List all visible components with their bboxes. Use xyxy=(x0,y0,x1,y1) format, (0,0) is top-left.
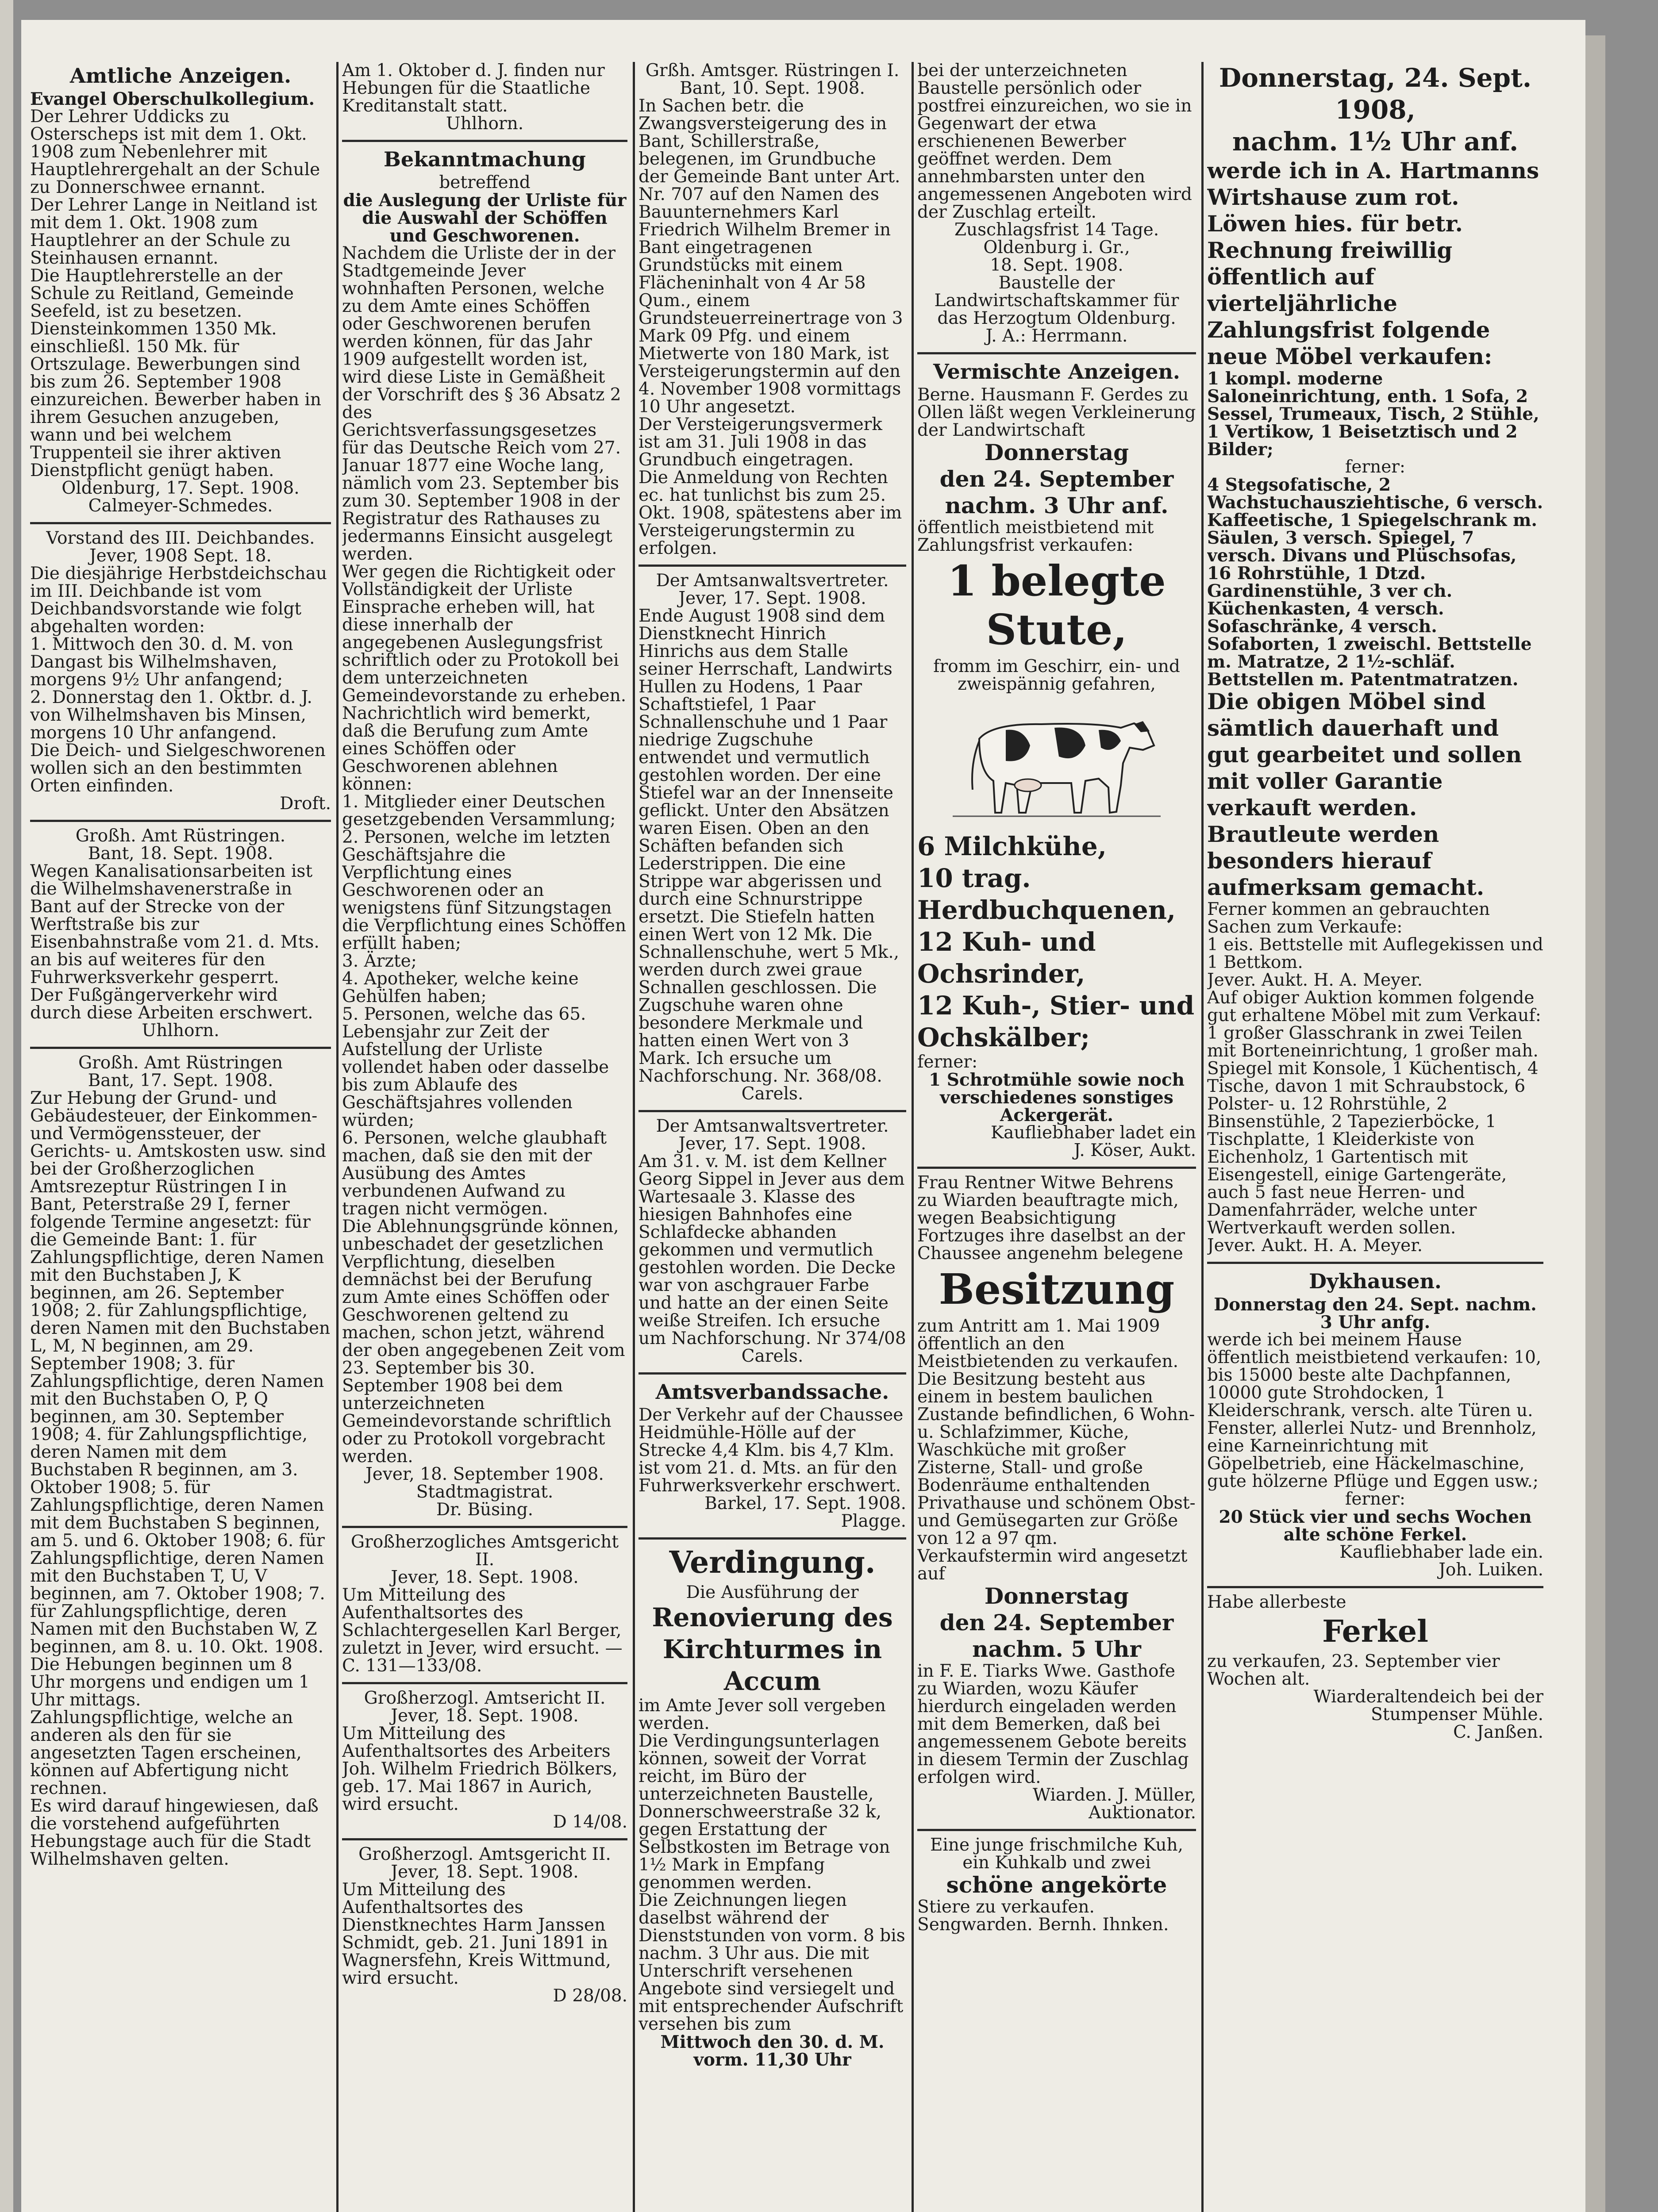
announcement xyxy=(1207,1269,1543,1582)
announcement-text: Habe allerbeste xyxy=(1207,1592,1346,1612)
column-4 xyxy=(917,62,1196,2212)
announcement-text: 1 kompl. moderne Saloneinrichtung, enth. 1 Sofa, 2 Sessel, Trumeaux, Tisch, 2 Stühle, 1 Vertikow, 1 Beisetztisch und 2 Bilder; xyxy=(1207,369,1539,460)
newspaper-page xyxy=(21,20,1585,2212)
column-rule-4 xyxy=(1201,62,1204,2212)
announcement-text: Es wird darauf hingewiesen, daß die vorstehend aufgeführten Hebungstage auch für die Stadt Wilhelmshaven gelten. xyxy=(30,1796,319,1869)
announcement-text: D 14/08. xyxy=(553,1812,627,1832)
announcement-text: 1 großer Glasschrank in zwei Teilen mit Borteneinrichtung, 1 großer mah. Spiegel mit Konsole, 1 Küchentisch, 4 Tische, davon 1 mit Schraubstock, 6 Polster- u. 12 Rohrstühle, 2 Binsenstühle, 2 Tapezierböcke, 1 Tischplatte, 1 Kleiderkiste von Eichenholz, 1 Gartentisch mit Eisengestell, einige Gartengeräte, auch 5 fast neue Herren- und Damenfahrräder, welche unter Wertverkauft werden sollen. xyxy=(1207,1023,1539,1238)
section-rule xyxy=(639,1372,906,1375)
announcement-text: Um Mitteilung des Aufenthaltsortes des Arbeiters Joh. Wilhelm Friedrich Bölkers, geb. 17. Mai 1867 in Aurich, wird ersucht. xyxy=(342,1724,618,1814)
announcement-text: Nachdem die Urliste der in der Stadtgemeinde Jever wohnhaften Personen, welche zu dem Amte eines Schöffen oder Geschworenen berufen werden können, für das Jahr 1909 aufgestellt worden ist, wird diese Liste in Gemäßheit der Vorschrift des § 36 Absatz 2 des Gerichtsverfassungsgesetzes für das Deutsche Reich vom 27. Januar 1877 eine Woche lang, nämlich vom 23. September bis zum 30. September 1908 in der Registratur des Rathauses zu jedermanns Einsicht ausgelegt werden. xyxy=(342,243,621,564)
announcement-text: ferner: xyxy=(1345,1489,1406,1509)
announcement-text: Kaufliebhaber ladet ein J. Köser, Aukt. xyxy=(990,1123,1196,1160)
announcement-text: Die Anmeldung von Rechten ec. hat tunlichst bis zum 25. Okt. 1908, spätestens aber im Versteigerungstermin zu erfolgen. xyxy=(639,468,902,558)
announcement xyxy=(342,1533,627,1678)
announcement-text: betreffend xyxy=(439,173,531,192)
announcement-text: Zahlungspflichtige, welche an anderen als den für sie angesetzten Tagen erscheinen, können auf Abfertigung nicht rechnen. xyxy=(30,1708,302,1798)
announcement-text: Vorstand des III. Deichbandes. Jever, 1908 Sept. 18. xyxy=(46,528,315,566)
announcement-text: 4. Apotheker, welche keine Gehülfen haben; xyxy=(342,969,579,1006)
announcement-text: 1. Mitglieder einer Deutschen gesetzgebenden Versammlung; xyxy=(342,792,616,830)
announcement xyxy=(1207,62,1543,1257)
announcement-text: Die diesjährige Herbstdeichschau im III. Deichbande ist vom Deichbandsvorstande wie folgt abgehalten worden: xyxy=(30,564,327,637)
section-rule xyxy=(639,565,906,567)
announcement-text: Die Deich- und Sielgeschworenen wollen sich an den bestimmten Orten einfinden. xyxy=(30,741,326,796)
announcement-text: Großherzogl. Amtsericht II. Jever, 18. Sept. 1908. xyxy=(364,1688,606,1726)
announcement-text: 4 Stegsofatische, 2 Wachstuchausziehtische, 6 versch. Kaffeetische, 1 Spiegelschrank m. Säulen, 3 versch. Spiegel, 7 versch. Divans und Plüschsofas, 16 Rohrstühle, 1 Dtzd. Gardinenstühle, 3 ver ch. Küchenkasten, 4 versch. Sofaschränke, 4 versch. Sofaborten, 1 zweischl. Bettstelle m. Matratze, 2 1½-schläf. Bettstellen m. Patentmatratzen. xyxy=(1207,475,1543,690)
section-rule xyxy=(342,140,627,142)
announcement xyxy=(342,147,627,1521)
column-rule-1 xyxy=(336,62,339,2212)
announcement-text: Grßh. Amtsger. Rüstringen I. Bant, 10. Sept. 1908. xyxy=(645,62,900,98)
announcement-text: Wiarden. J. Müller, Auktionator. xyxy=(1033,1785,1196,1823)
announcement-text: Nachrichtlich wird bemerkt, daß die Berufung zum Amte eines Schöffen oder Geschworenen ablehnen können: xyxy=(342,703,591,794)
section-rule xyxy=(342,1526,627,1528)
announcement-text: Ende August 1908 sind dem Dienstknecht Hinrich Hinrichs aus dem Stalle seiner Herrschaft, Landwirts Hullen zu Hodens, 1 Paar Schaftstiefel, 1 Paar Schnallenschuhe und 1 Paar niedrige Zugschuhe entwendet und vermutlich gestohlen worden. Der eine Stiefel war an der Innenseite geflickt. Unter den Absätzen waren Eisen. Oben an den Schäften befanden sich Lederstrippen. Die eine Strippe war abgerissen und durch eine Schnurstrippe ersetzt. Die Stiefeln hatten einen Wert von 12 Mk. Die Schnallenschuhe, wert 5 Mk., werden durch zwei graue Schnallen geschlossen. Die Zugschuhe waren ohne besondere Merkmale und hatten einen Wert von 3 Mark. Ich ersuche um Nachforschung. Nr. 368/08. xyxy=(639,606,900,1086)
announcement-text: Großh. Amt Rüstringen Bant, 17. Sept. 1908. xyxy=(78,1053,283,1091)
announcement-text: Der Amtsanwaltsvertreter. Jever, 17. Sept. 1908. xyxy=(656,571,889,608)
announcement-text: werde ich in A. Hartmanns Wirtshause zum rot. Löwen hies. für betr. Rechnung freiwillig öffentlich auf vierteljährliche Zahlungsfrist folgende neue Möbel verkaufen: xyxy=(1207,157,1539,369)
announcement-text: Der Versteigerungsvermerk ist am 31. Juli 1908 in das Grundbuch eingetragen. xyxy=(639,415,882,470)
announcement-text: Frau Rentner Witwe Behrens zu Wiarden beauftragte mich, wegen Beabsichtigung Fortzuges ihre daselbst an der Chaussee angenehm belegene xyxy=(917,1173,1185,1263)
announcement-text: Um Mitteilung des Aufenthaltsortes des Schlachtergesellen Karl Berger, zuletzt in Jever, wird ersucht. — C. 131—133/08. xyxy=(342,1585,623,1676)
section-rule xyxy=(342,1838,627,1840)
announcement-text: Die Besitzung besteht aus einem in bestem baulichen Zustande befindlichen, 6 Wohn- u. Schlafzimmer, Küche, Waschküche mit großer Zisterne, Stall- und große Bodenräume enthaltenden Privathause und schönem Obst- und Gemüsegarten zur Größe von 12 a 97 qm. xyxy=(917,1369,1196,1548)
announcement xyxy=(342,1690,627,1834)
announcement-text: fromm im Geschirr, ein- und zweispännig gefahren, xyxy=(933,657,1180,694)
announcement-text: Baustelle der Landwirtschaftskammer für das Herzogtum Oldenburg. xyxy=(934,273,1179,328)
announcement xyxy=(917,62,1196,348)
section-rule xyxy=(917,352,1196,354)
page-fold-edge xyxy=(1585,35,1605,2212)
column-1 xyxy=(30,62,331,2212)
announcement-text: 1 eis. Bettstelle mit Auflegekissen und 1 Bettkom. xyxy=(1207,935,1543,972)
announcement-heading: Bekanntmachung xyxy=(384,147,586,171)
announcement xyxy=(639,572,906,1106)
announcement-text: Verkaufstermin wird angesetzt auf xyxy=(917,1546,1188,1584)
announcement-text: 6 Milchkühe, 10 trag. Herdbuchquenen, 12 Kuh- und Ochsrinder, 12 Kuh-, Stier- und Ochskälber; xyxy=(917,831,1195,1052)
announcement-text: Großherzogliches Amtsgericht II. Jever, 18. Sept. 1908. xyxy=(350,1532,619,1587)
announcement xyxy=(30,530,331,815)
section-rule xyxy=(917,1829,1196,1831)
section-rule xyxy=(639,1537,906,1540)
announcement xyxy=(639,1380,906,1533)
announcement-text: 1 belegte Stute, xyxy=(947,557,1166,654)
announcement xyxy=(639,1118,906,1368)
announcement-text: Besitzung xyxy=(939,1265,1175,1314)
announcement-text: Ferkel xyxy=(1322,1614,1428,1649)
announcement xyxy=(917,1174,1196,1824)
announcement-text: Die Hauptlehrerstelle an der Schule zu Reitland, Gemeinde Seefeld, ist zu besetzen. Diensteinkommen 1350 Mk. einschließl. 150 Mk. für Ortszulage. Bewerbungen sind bis zum 26. September 1908 einzureichen. Bewerber haben in ihrem Gesuchen anzugeben, wann und bei welchem Truppenteil sie ihrer aktiven Dienstpflicht genügt haben. xyxy=(30,266,321,480)
announcement-text: Der Lehrer Uddicks zu Osterscheps ist mit dem 1. Okt. 1908 zum Nebenlehrer mit Hauptlehrergehalt an der Schule zu Donnerschwee ernannt. xyxy=(30,107,320,197)
announcement-heading: Verdingung. xyxy=(669,1545,876,1580)
announcement-text: 2. Donnerstag den 1. Oktbr. d. J. von Wilhelmshaven bis Minsen, morgens 10 Uhr anfangend. xyxy=(30,687,312,743)
announcement-text: Carels. xyxy=(741,1084,804,1104)
announcement-text: In Sachen betr. die Zwangsversteigerung des in Bant, Schillerstraße, belegenen, im Grundbuche der Gemeinde Bant unter Art. Nr. 707 auf den Namen des Bauunternehmers Karl Friedrich Wilhelm Bremer in Bant eingetragenen Grundstücks mit einem Flächeninhalt von 4 Ar 58 Qum., einem Grundsteuerreinertrage von 3 Mark 09 Pfg. und einem Mietwerte von 180 Mark, ist Versteigerungstermin auf den 4. November 1908 vormittags 10 Uhr angesetzt. xyxy=(639,96,903,417)
announcement-text: Um Mitteilung des Aufenthaltsortes des Dienstknechtes Harm Janssen Schmidt, geb. 21. Juni 1891 in Wagnersfehn, Kreis Wittmund, wird ersucht. xyxy=(342,1880,611,1988)
announcement xyxy=(30,64,331,518)
announcement-text: Oldenburg, 17. Sept. 1908. Calmeyer-Schmedes. xyxy=(62,478,300,516)
announcement-text: Jever. Aukt. H. A. Meyer. xyxy=(1207,1236,1423,1256)
announcement-text: öffentlich meistbietend mit Zahlungsfrist verkaufen: xyxy=(917,518,1154,555)
announcement-heading: Vermischte Anzeigen. xyxy=(933,360,1180,384)
announcement-text: 3. Ärzte; xyxy=(342,951,417,971)
announcement-text: Ferner kommen an gebrauchten Sachen zum Verkaufe: xyxy=(1207,899,1490,937)
announcement-text: Donnerstag den 24. September nachm. 5 Uhr xyxy=(939,1583,1174,1662)
announcement-text: Die Ausführung der xyxy=(686,1582,859,1602)
announcement-text: zu verkaufen, 23. September vier Wochen alt. xyxy=(1207,1651,1500,1689)
announcement-text: 1 Schrotmühle sowie noch verschiedenes sonstiges Ackergerät. xyxy=(929,1070,1185,1125)
column-rule-2 xyxy=(633,62,635,2212)
announcement-text: Die Zeichnungen liegen daselbst während der Dienststunden von vorm. 8 bis nachm. 3 Uhr aus. Die mit Unterschrift versehenen Angebote sind versiegelt und mit entsprechender Aufschrift versehen bis zum xyxy=(639,1890,905,2034)
announcement-text: Zur Hebung der Grund- und Gebäudesteuer, der Einkommen- und Vermögenssteuer, der Gerichts- u. Amtskosten usw. sind bei der Großherzoglichen Amtsrezeptur Rüstringen I in Bant, Peterstraße 29 I, ferner folgende Termine angesetzt: für die Gemeinde Bant: 1. für Zahlungspflichtige, deren Namen mit den Buchstaben J, K beginnen, am 26. September 1908; 2. für Zahlungspflichtige, deren Namen mit den Buchstaben L, M, N beginnen, am 29. September 1908; 3. für Zahlungspflichtige, deren Namen mit den Buchstaben O, P, Q beginnen, am 30. September 1908; 4. für Zahlungspflichtige, deren Namen mit dem Buchstaben R beginnen, am 3. Oktober 1908; 5. für Zahlungspflichtige, deren Namen mit dem Buchstaben S beginnen, am 5. und 6. Oktober 1908; 6. für Zahlungspflichtige, deren Namen mit den Buchstaben T, U, V beginnen, am 7. Oktober 1908; 7. für Zahlungspflichtige, deren Namen mit den Buchstaben W, Z beginnen, am 8. u. 10. Okt. 1908. xyxy=(30,1088,331,1657)
section-rule xyxy=(1207,1262,1543,1264)
announcement-text: Die Hebungen beginnen um 8 Uhr morgens und endigen um 1 Uhr mittags. xyxy=(30,1655,310,1710)
announcement-text: 2. Personen, welche im letzten Geschäftsjahre die Verpflichtung eines Geschworenen oder an wenigstens fünf Sitzungstagen die Verpflichtung eines Schöffen erfüllt haben; xyxy=(342,827,627,953)
announcement-text: Kaufliebhaber lade ein. Joh. Luiken. xyxy=(1339,1542,1543,1580)
announcement xyxy=(639,1545,906,2071)
announcement-heading: Amtliche Anzeigen. xyxy=(69,64,292,88)
column-rule-3 xyxy=(912,62,914,2212)
announcement-text: Brautleute werden besonders hierauf aufmerksam gemacht. xyxy=(1207,821,1485,900)
section-rule xyxy=(30,1047,331,1049)
announcement-text: Uhlhorn. xyxy=(446,114,524,134)
announcement-text: Barkel, 17. Sept. 1908. Plagge. xyxy=(704,1494,906,1531)
announcement-text: Am 1. Oktober d. J. finden nur Hebungen für die Staatliche Kreditanstalt statt. xyxy=(342,62,605,116)
section-rule xyxy=(342,1682,627,1684)
announcement-text: Carels. xyxy=(741,1346,804,1366)
announcement-text: Droft. xyxy=(280,794,331,814)
column-3 xyxy=(639,62,906,2212)
announcement xyxy=(917,360,1196,1162)
announcement xyxy=(30,827,331,1042)
announcement-text: Die Verdingungsunterlagen können, soweit der Vorrat reicht, im Büro der unterzeichneten Baustelle, Donnerschweerstraße 32 k, gegen Erstattung der Selbstkosten im Betrage von 1½ Mark in Empfang genommen werden. xyxy=(639,1731,890,1893)
announcement-text: schöne angekörte xyxy=(946,1872,1167,1898)
section-rule xyxy=(917,1167,1196,1169)
announcement-text: zum Antritt am 1. Mai 1909 öffentlich an den Meistbietenden zu verkaufen. xyxy=(917,1316,1178,1371)
section-rule xyxy=(1207,1586,1543,1588)
announcement xyxy=(30,1054,331,1871)
announcement-text: Am 31. v. M. ist dem Kellner Georg Sippel in Jever aus dem Wartesaale 3. Klasse des hiesigen Bahnhofes eine Schlafdecke abhanden gekommen und vermutlich gestohlen worden. Die Decke war von aschgrauer Farbe und hatte an der einen Seite weiße Streifen. Ich ersuche um Nachforschung. Nr 374/08 xyxy=(639,1152,906,1348)
announcement-text: Großh. Amt Rüstringen. Bant, 18. Sept. 1908. xyxy=(75,826,286,864)
announcement-text: Donnerstag den 24. September nachm. 3 Uhr anf. xyxy=(939,439,1174,518)
announcement-text: Auf obiger Auktion kommen folgende gut erhaltene Möbel mit zum Verkauf: xyxy=(1207,988,1541,1025)
announcement-text: Uhlhorn. xyxy=(142,1021,219,1041)
announcement-text: Der Amtsanwaltsvertreter. Jever, 17. Sept. 1908. xyxy=(656,1116,889,1154)
announcement-text: Jever, 18. September 1908. Stadtmagistrat. Dr. Büsing. xyxy=(365,1464,604,1520)
announcement-text: Donnerstag den 24. Sept. nachm. 3 Uhr anfg. xyxy=(1214,1294,1537,1333)
section-rule xyxy=(30,820,331,822)
announcement-text: die Auslegung der Urliste für die Auswahl der Schöffen und Geschworenen. xyxy=(343,190,627,246)
announcement-text: J. A.: Herrmann. xyxy=(985,326,1128,346)
announcement xyxy=(639,62,906,560)
announcement-text: Zuschlagsfrist 14 Tage. Oldenburg i. Gr., 18. Sept. 1908. xyxy=(954,220,1159,275)
announcement xyxy=(342,62,627,135)
announcement-text: Der Fußgängerverkehr wird durch diese Arbeiten erschwert. xyxy=(30,985,313,1023)
announcement xyxy=(1207,1594,1543,1744)
announcement-text: D 28/08. xyxy=(553,1986,627,2006)
announcement-heading: Amtsverbandssache. xyxy=(655,1380,889,1404)
announcement-text: Jever. Aukt. H. A. Meyer. xyxy=(1207,970,1423,990)
announcement-text: Der Verkehr auf der Chaussee Heidmühle-Hölle auf der Strecke 4,4 Klm. bis 4,7 Klm. ist vom 21. d. Mts. an für den Fuhrwerksverkehr erschwert. xyxy=(639,1405,904,1496)
announcement-text: Wer gegen die Richtigkeit oder Vollständigkeit der Urliste Einsprache erheben will, hat diese innerhalb der angegebenen Auslegungsfrist schriftlich oder zu Protokoll bei dem unterzeichneten Gemeindevorstande zu erheben. xyxy=(342,562,627,706)
announcement-heading: Dykhausen. xyxy=(1309,1269,1442,1293)
announcement-text: Stiere zu verkaufen. Sengwarden. Bernh. Ihnken. xyxy=(917,1897,1169,1935)
announcement-text: 20 Stück vier und sechs Wochen alte schöne Ferkel. xyxy=(1219,1507,1532,1545)
announcement-text: Evangel Oberschulkollegium. xyxy=(30,89,315,109)
announcement-text: Mittwoch den 30. d. M. vorm. 11,30 Uhr xyxy=(660,2032,885,2070)
column-5 xyxy=(1207,62,1543,2212)
announcement-text: ferner: xyxy=(917,1052,978,1072)
section-rule xyxy=(30,522,331,524)
announcement-text: Eine junge frischmilche Kuh, ein Kuhkalb und zwei xyxy=(930,1835,1184,1873)
announcement-text: Wegen Kanalisationsarbeiten ist die Wilhelmshavenerstraße in Bant auf der Strecke von der Werftstraße bis zur Eisenbahnstraße vom 21. d. Mts. an bis auf weiteres für den Fuhrwerksverkehr gesperrt. xyxy=(30,861,319,987)
announcement-text: Die obigen Möbel sind sämtlich dauerhaft und gut gearbeitet und sollen mit voller Garantie verkauft werden. xyxy=(1207,688,1522,821)
cow-illustration-icon xyxy=(953,697,1161,825)
announcement-text: in F. E. Tiarks Wwe. Gasthofe zu Wiarden, wozu Käufer hierdurch eingeladen werden mit dem Bemerken, daß bei angemessenem Gebote bereits in diesem Termin der Zuschlag erfolgen wird. xyxy=(917,1661,1189,1787)
announcement-text: 6. Personen, welche glaubhaft machen, daß sie den mit der Ausübung des Amtes verbundenen Aufwand zu tragen nicht vermögen. xyxy=(342,1128,607,1219)
announcement xyxy=(917,1836,1196,1936)
announcement-text: ferner: xyxy=(1345,457,1406,477)
announcement xyxy=(342,1846,627,2008)
previous-page-edge xyxy=(0,0,13,2212)
announcement-text: Großherzogl. Amtsgericht II. Jever, 18. Sept. 1908. xyxy=(358,1844,611,1882)
announcement-text: Der Lehrer Lange in Neitland ist mit dem 1. Okt. 1908 zum Hauptlehrer an der Schule zu Steinhausen ernannt. xyxy=(30,195,317,268)
announcement-text: Renovierung des Kirchturmes in Accum xyxy=(652,1602,893,1696)
section-rule xyxy=(639,1110,906,1112)
announcement-text: Die Ablehnungsgründe können, unbeschadet der gesetzlichen Verpflichtung, dieselben demnächst bei der Berufung zum Amte eines Schöffen oder Geschworenen geltend zu machen, schon jetzt, während der oben angegebenen Zeit vom 23. September bis 30. September 1908 bei dem unterzeichneten Gemeindevorstande schriftlich oder zu Protokoll vorgebracht werden. xyxy=(342,1217,625,1467)
column-2 xyxy=(342,62,627,2212)
announcement-text: 5. Personen, welche das 65. Lebensjahr zur Zeit der Aufstellung der Urliste vollendet haben oder dasselbe bis zum Ablaufe des Geschäftsjahres vollenden würden; xyxy=(342,1004,609,1130)
announcement-text: werde ich bei meinem Hause öffentlich meistbietend verkaufen: 10, bis 15000 beste alte Dachpfannen, 10000 gute Strohdocken, 1 Kleiderschrank, versch. alte Türen u. Fenster, allerlei Nutz- und Brennholz, eine Karneinrichtung mit Göpelbetrieb, eine Häckelmaschine, gute hölzerne Pflüge und Eggen usw.; xyxy=(1207,1330,1542,1491)
announcement-text: Wiarderaltendeich bei der Stumpenser Mühle. C. Janßen. xyxy=(1313,1687,1543,1742)
announcement-text: Berne. Hausmann F. Gerdes zu Ollen läßt wegen Verkleinerung der Landwirtschaft xyxy=(917,385,1196,440)
announcement-text: Donnerstag, 24. Sept. 1908, nachm. 1½ Uhr anf. xyxy=(1219,63,1532,157)
announcement-text: im Amte Jever soll vergeben werden. xyxy=(639,1696,886,1733)
announcement-text: 1. Mittwoch den 30. d. M. von Dangast bis Wilhelmshaven, morgens 9½ Uhr anfangend; xyxy=(30,634,293,690)
announcement-text: bei der unterzeichneten Baustelle persönlich oder postfrei einzureichen, wo sie in Gegenwart der etwa erschienenen Bewerber geöffnet werden. Dem annehmbarsten unter den angemessenen Angeboten wird der Zuschlag erteilt. xyxy=(917,62,1192,222)
